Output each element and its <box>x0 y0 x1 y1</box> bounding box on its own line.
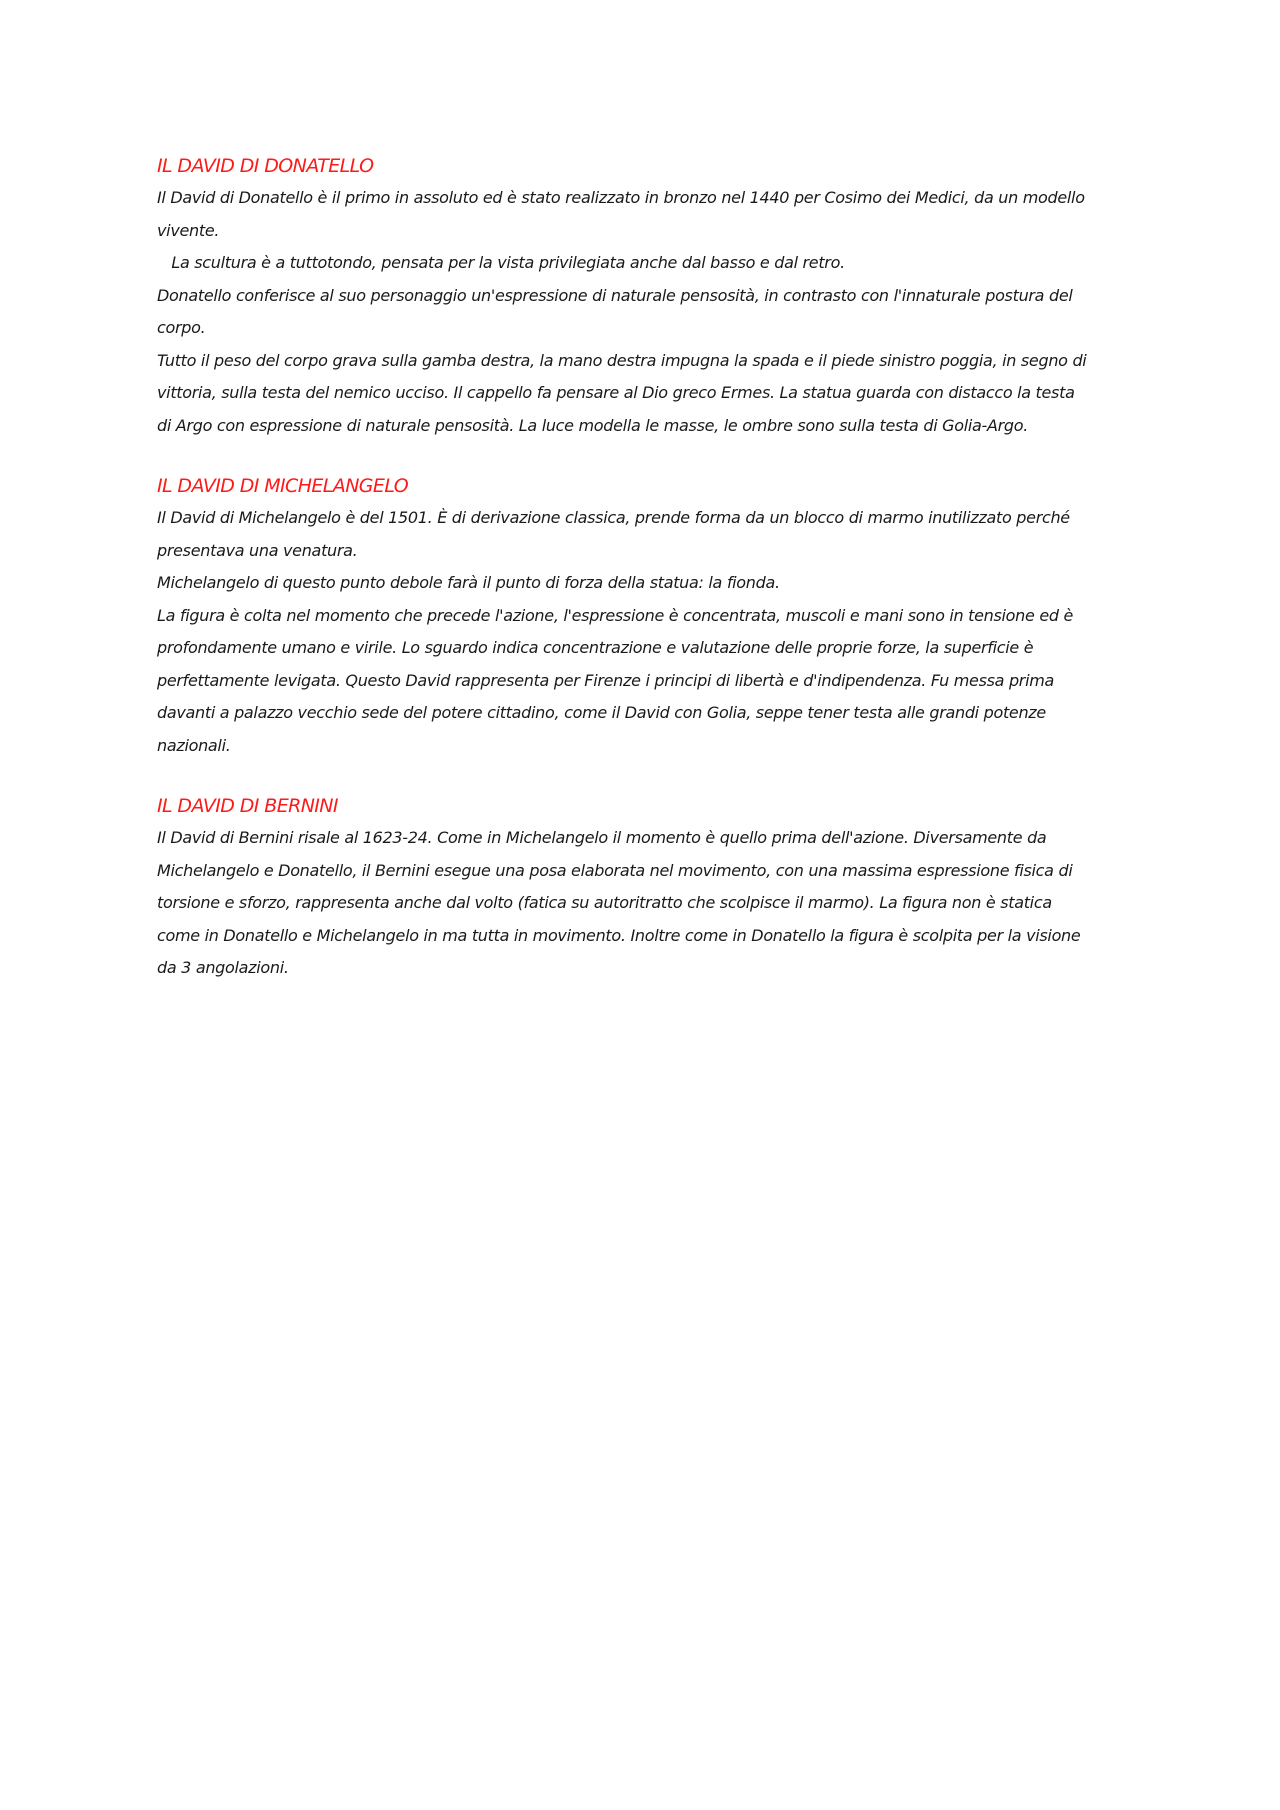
section-bernini <box>157 790 1137 985</box>
section-heading: IL DAVID DI DONATELLO <box>157 155 374 177</box>
section-heading: IL DAVID DI MICHELANGELO <box>157 475 409 497</box>
paragraph-line: corpo. <box>157 318 206 337</box>
section-heading: IL DAVID DI BERNINI <box>157 795 338 817</box>
paragraph-line: Donatello conferisce al suo personaggio un'espressione di naturale pensosità, in contrasto con l'innaturale postura del <box>157 285 1073 305</box>
paragraph-line: Tutto il peso del corpo grava sulla gamba destra, la mano destra impugna la spada e il piede sinistro poggia, in segno di <box>157 350 1087 370</box>
paragraph-line: vivente. <box>157 220 220 240</box>
paragraph-line: Michelangelo e Donatello, il Bernini esegue una posa elaborata nel movimento, con una massima espressione fisica di <box>157 860 1073 880</box>
paragraph-line: profondamente umano e virile. Lo sguardo indica concentrazione e valutazione delle proprie forze, la superficie è <box>157 638 1034 657</box>
paragraph-line: come in Donatello e Michelangelo in ma tutta in movimento. Inoltre come in Donatello la figura è scolpita per la visione <box>157 925 1081 945</box>
paragraph-line: torsione e sforzo, rappresenta anche dal volto (fatica su autoritratto che scolpisce il marmo). La figura non è statica <box>157 893 1052 912</box>
paragraph-line: Il David di Donatello è il primo in assoluto ed è stato realizzato in bronzo nel 1440 per Cosimo dei Medici, da un modello <box>157 188 1085 207</box>
paragraph-line: Il David di Michelangelo è del 1501. È di derivazione classica, prende forma da un blocco di marmo inutilizzato perché <box>157 508 1070 527</box>
paragraph-line: di Argo con espressione di naturale pensosità. La luce modella le masse, le ombre sono sulla testa di Golia-Argo. <box>157 415 1029 435</box>
paragraph-line: Michelangelo di questo punto debole farà il punto di forza della statua: la fionda. <box>157 573 780 592</box>
paragraph-line: vittoria, sulla testa del nemico ucciso. Il cappello fa pensare al Dio greco Ermes. La statua guarda con distacco la testa <box>157 383 1075 402</box>
section-michelangelo <box>157 470 1137 762</box>
paragraph-line: perfettamente levigata. Questo David rappresenta per Firenze i principi di libertà e d'indipendenza. Fu messa prima <box>157 670 1055 690</box>
paragraph-line: presentava una venatura. <box>157 540 358 560</box>
paragraph-line: davanti a palazzo vecchio sede del potere cittadino, come il David con Golia, seppe tener testa alle grandi potenze <box>157 703 1046 722</box>
section-donatello <box>157 150 1137 442</box>
paragraph-line: da 3 angolazioni. <box>157 958 289 977</box>
paragraph-line: nazionali. <box>157 735 231 755</box>
paragraph-line: La figura è colta nel momento che precede l'azione, l'espressione è concentrata, muscoli e mani sono in tensione ed è <box>157 605 1074 625</box>
paragraph-line: La scultura è a tuttotondo, pensata per la vista privilegiata anche dal basso e dal retro. <box>157 253 845 272</box>
document-body <box>157 150 1137 1013</box>
paragraph-line: Il David di Bernini risale al 1623-24. Come in Michelangelo il momento è quello prima dell'azione. Diversamente da <box>157 828 1047 847</box>
